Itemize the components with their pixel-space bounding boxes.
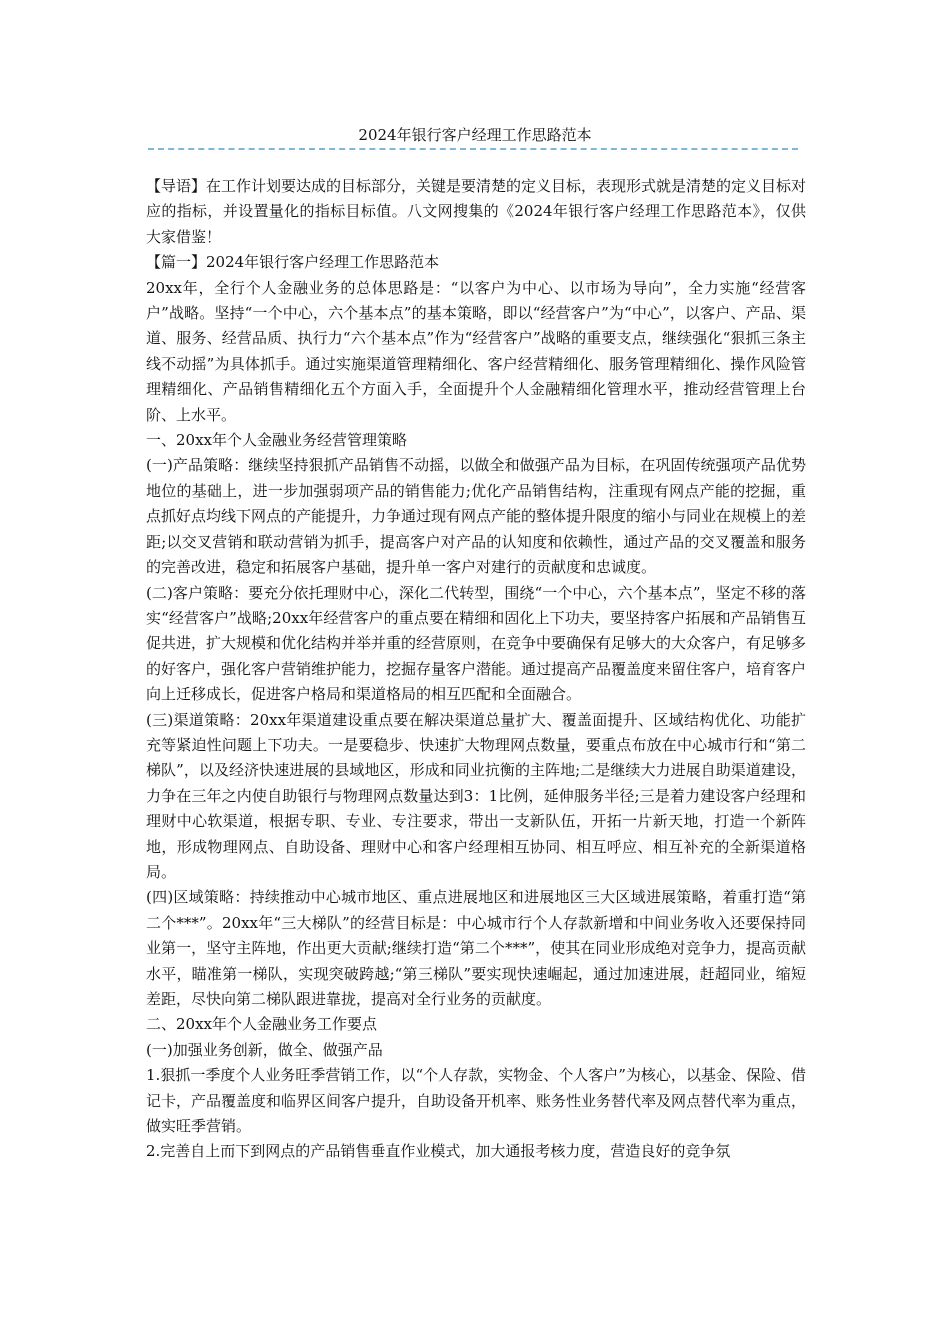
body-paragraph: 20xx年，全行个人金融业务的总体思路是：“以客户为中心、以市场为导向”，全力实施“经营客户”战略。坚持“一个中心，六个基本点”的基本策略，即以“经营客户”为“中心”，以客户、产品、渠道、服务、经营品质、执行力“六个基本点”作为“经营客户”战略的重要支点，继续强化“狠抓三条主线不动摇”为具体抓手。通过实施渠道管理精细化、客户经营精细化、服务管理精细化、操作风险管理精细化、产品销售精细化五个方面入手，全面提升个人金融精细化管理水平，推动经营管理上台阶、上水平。 [146, 278, 806, 424]
document-title: 2024年银行客户经理工作思路范本 [358, 126, 592, 144]
document-body [146, 174, 806, 1165]
list-item: 1.狠抓一季度个人业务旺季营销工作，以“个人存款，实物金、个人客户”为核心，以基金、保险、借记卡，产品覆盖度和临界区间客户提升，自助设备开机率、账务性业务替代率及网点替代率为重点，做实旺季营销。 [146, 1066, 807, 1136]
list-heading: (一)加强业务创新，做全、做强产品 [146, 1040, 383, 1059]
subsection-heading: 二、20xx年个人金融业务工作要点 [146, 1015, 378, 1034]
section-heading: 【篇一】2024年银行客户经理工作思路范本 [146, 253, 440, 272]
title-divider [148, 148, 798, 150]
body-paragraph: (四)区域策略：持续推动中心城市地区、重点进展地区和进展地区三大区域进展策略，着重打造“第二个***”。20xx年“三大梯队”的经营目标是：中心城市行个人存款新增和中间业务收入还要保持同业第一，坚守主阵地，作出更大贡献;继续打造“第二个***”，使其在同业形成绝对竞争力，提高贡献水平，瞄准第一梯队，实现突破跨越;“第三梯队”要实现快速崛起，通过加速进展，赶超同业，缩短差距，尽快向第二梯队跟进靠拢，提高对全行业务的贡献度。 [146, 888, 806, 1008]
body-paragraph: (二)客户策略：要充分依托理财中心，深化二代转型，围绕“一个中心，六个基本点”，坚定不移的落实“经营客户”战略;20xx年经营客户的重点要在精细和固化上下功夫，要坚持客户拓展和产品销售互促共进，扩大规模和优化结构并举并重的经营原则，在竞争中要确保有足够大的大众客户，有足够多的好客户，强化客户营销维护能力，挖掘存量客户潜能。通过提高产品覆盖度来留住客户，培育客户向上迁移成长，促进客户格局和渠道格局的相互匹配和全面融合。 [146, 583, 807, 704]
body-paragraph: (三)渠道策略：20xx年渠道建设重点要在解决渠道总量扩大、覆盖面提升、区域结构优化、功能扩充等紧迫性问题上下功夫。一是要稳步、快速扩大物理网点数量，要重点布放在中心城市行和“第二梯队”，以及经济快速进展的县域地区，形成和同业抗衡的主阵地;二是继续大力进展自助渠道建设，力争在三年之内使自助银行与物理网点数量达到3：1比例，延伸服务半径;三是着力建设客户经理和理财中心软渠道，根据专职、专业、专注要求，带出一支新队伍，开拓一片新天地，打造一个新阵地，形成物理网点、自助设备、理财中心和客户经理相互协同、相互呼应、相互补充的全新渠道格局。 [146, 710, 806, 881]
intro-paragraph: 【导语】在工作计划要达成的目标部分，关键是要清楚的定义目标，表现形式就是清楚的定义目标对应的指标，并设置量化的指标目标值。八文网搜集的《2024年银行客户经理工作思路范本》，仅供大家借鉴！ [146, 177, 807, 246]
list-item: 2.完善自上而下到网点的产品销售垂直作业模式，加大通报考核力度，营造良好的竞争氛 [146, 1142, 731, 1161]
subsection-heading: 一、20xx年个人金融业务经营管理策略 [146, 431, 408, 450]
body-paragraph: (一)产品策略：继续坚持狠抓产品销售不动摇，以做全和做强产品为目标，在巩固传统强项产品优势地位的基础上，进一步加强弱项产品的销售能力;优化产品销售结构，注重现有网点产能的挖掘，重点抓好点均线下网点的产能提升，力争通过现有网点产能的整体提升限度的缩小与同业在规模上的差距;以交叉营销和联动营销为抓手，提高客户对产品的认知度和依赖性，通过产品的交叉覆盖和服务的完善改进，稳定和拓展客户基础，提升单一客户对建行的贡献度和忠诚度。 [146, 456, 807, 577]
